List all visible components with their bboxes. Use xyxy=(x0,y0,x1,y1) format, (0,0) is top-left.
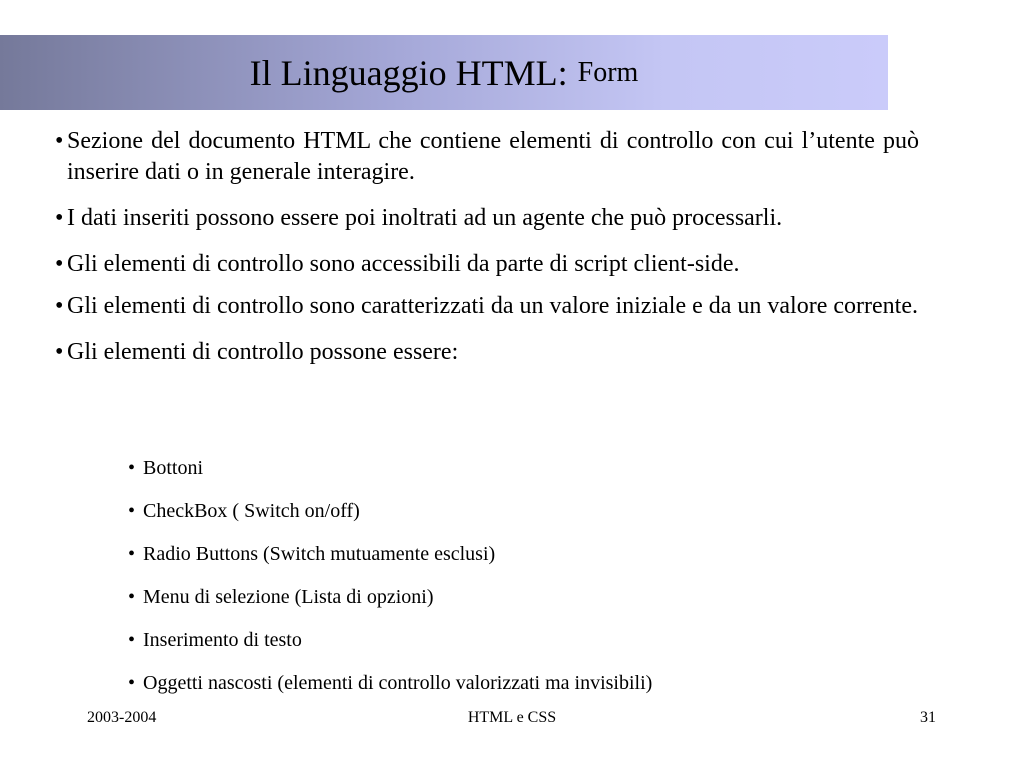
bullet-text: I dati inseriti possono essere poi inoltrati ad un agente che può processarli. xyxy=(67,205,783,231)
bullet-dot: • xyxy=(55,293,64,319)
sub-bullet-item xyxy=(128,497,828,540)
slide-title-sub: Form xyxy=(577,56,639,88)
sub-bullet-list xyxy=(128,454,828,712)
bullet-item xyxy=(55,337,919,368)
sub-bullet-item xyxy=(128,583,828,626)
sub-bullet-text: Bottoni xyxy=(143,457,204,479)
bullet-text: Gli elementi di controllo sono accessibili da parte di script client-side. xyxy=(67,251,740,277)
slide-title-main: Il Linguaggio HTML: xyxy=(249,52,568,93)
sub-bullet-dot: • xyxy=(128,629,136,651)
bullet-list xyxy=(55,126,919,383)
sub-bullet-text: Menu di selezione (Lista di opzioni) xyxy=(143,586,434,608)
sub-bullet-text: CheckBox ( Switch on/off) xyxy=(143,500,360,522)
bullet-dot: • xyxy=(55,205,64,231)
bullet-dot: • xyxy=(55,339,64,365)
bullet-item xyxy=(55,291,919,322)
sub-bullet-dot: • xyxy=(128,500,136,522)
footer-course: HTML e CSS xyxy=(467,709,557,726)
sub-bullet-item xyxy=(128,540,828,583)
bullet-item xyxy=(55,249,919,280)
bullet-item xyxy=(55,126,919,188)
bullet-dot: • xyxy=(55,128,64,154)
sub-bullet-dot: • xyxy=(128,457,136,479)
bullet-dot: • xyxy=(55,251,64,277)
sub-bullet-text: Radio Buttons (Switch mutuamente esclusi) xyxy=(143,543,496,565)
sub-bullet-text: Inserimento di testo xyxy=(143,629,302,651)
footer-date: 2003-2004 xyxy=(87,709,157,726)
sub-bullet-item xyxy=(128,669,828,712)
bullet-text: Gli elementi di controllo sono caratterizzati da un valore iniziale e da un valore corrente. xyxy=(67,293,918,319)
sub-bullet-dot: • xyxy=(128,586,136,608)
bullet-text: Gli elementi di controllo possone essere: xyxy=(67,339,459,365)
bullet-item xyxy=(55,203,919,234)
sub-bullet-dot: • xyxy=(128,672,136,694)
sub-bullet-dot: • xyxy=(128,543,136,565)
sub-bullet-item xyxy=(128,626,828,669)
slide-title xyxy=(0,35,888,110)
sub-bullet-text: Oggetti nascosti (elementi di controllo valorizzati ma invisibili) xyxy=(143,672,653,694)
bullet-text: Sezione del documento HTML che contiene elementi di controllo con cui l’utente può inserire dati o in generale interagire. xyxy=(67,128,919,185)
sub-bullet-item xyxy=(128,454,828,497)
footer-page-number: 31 xyxy=(920,709,936,726)
